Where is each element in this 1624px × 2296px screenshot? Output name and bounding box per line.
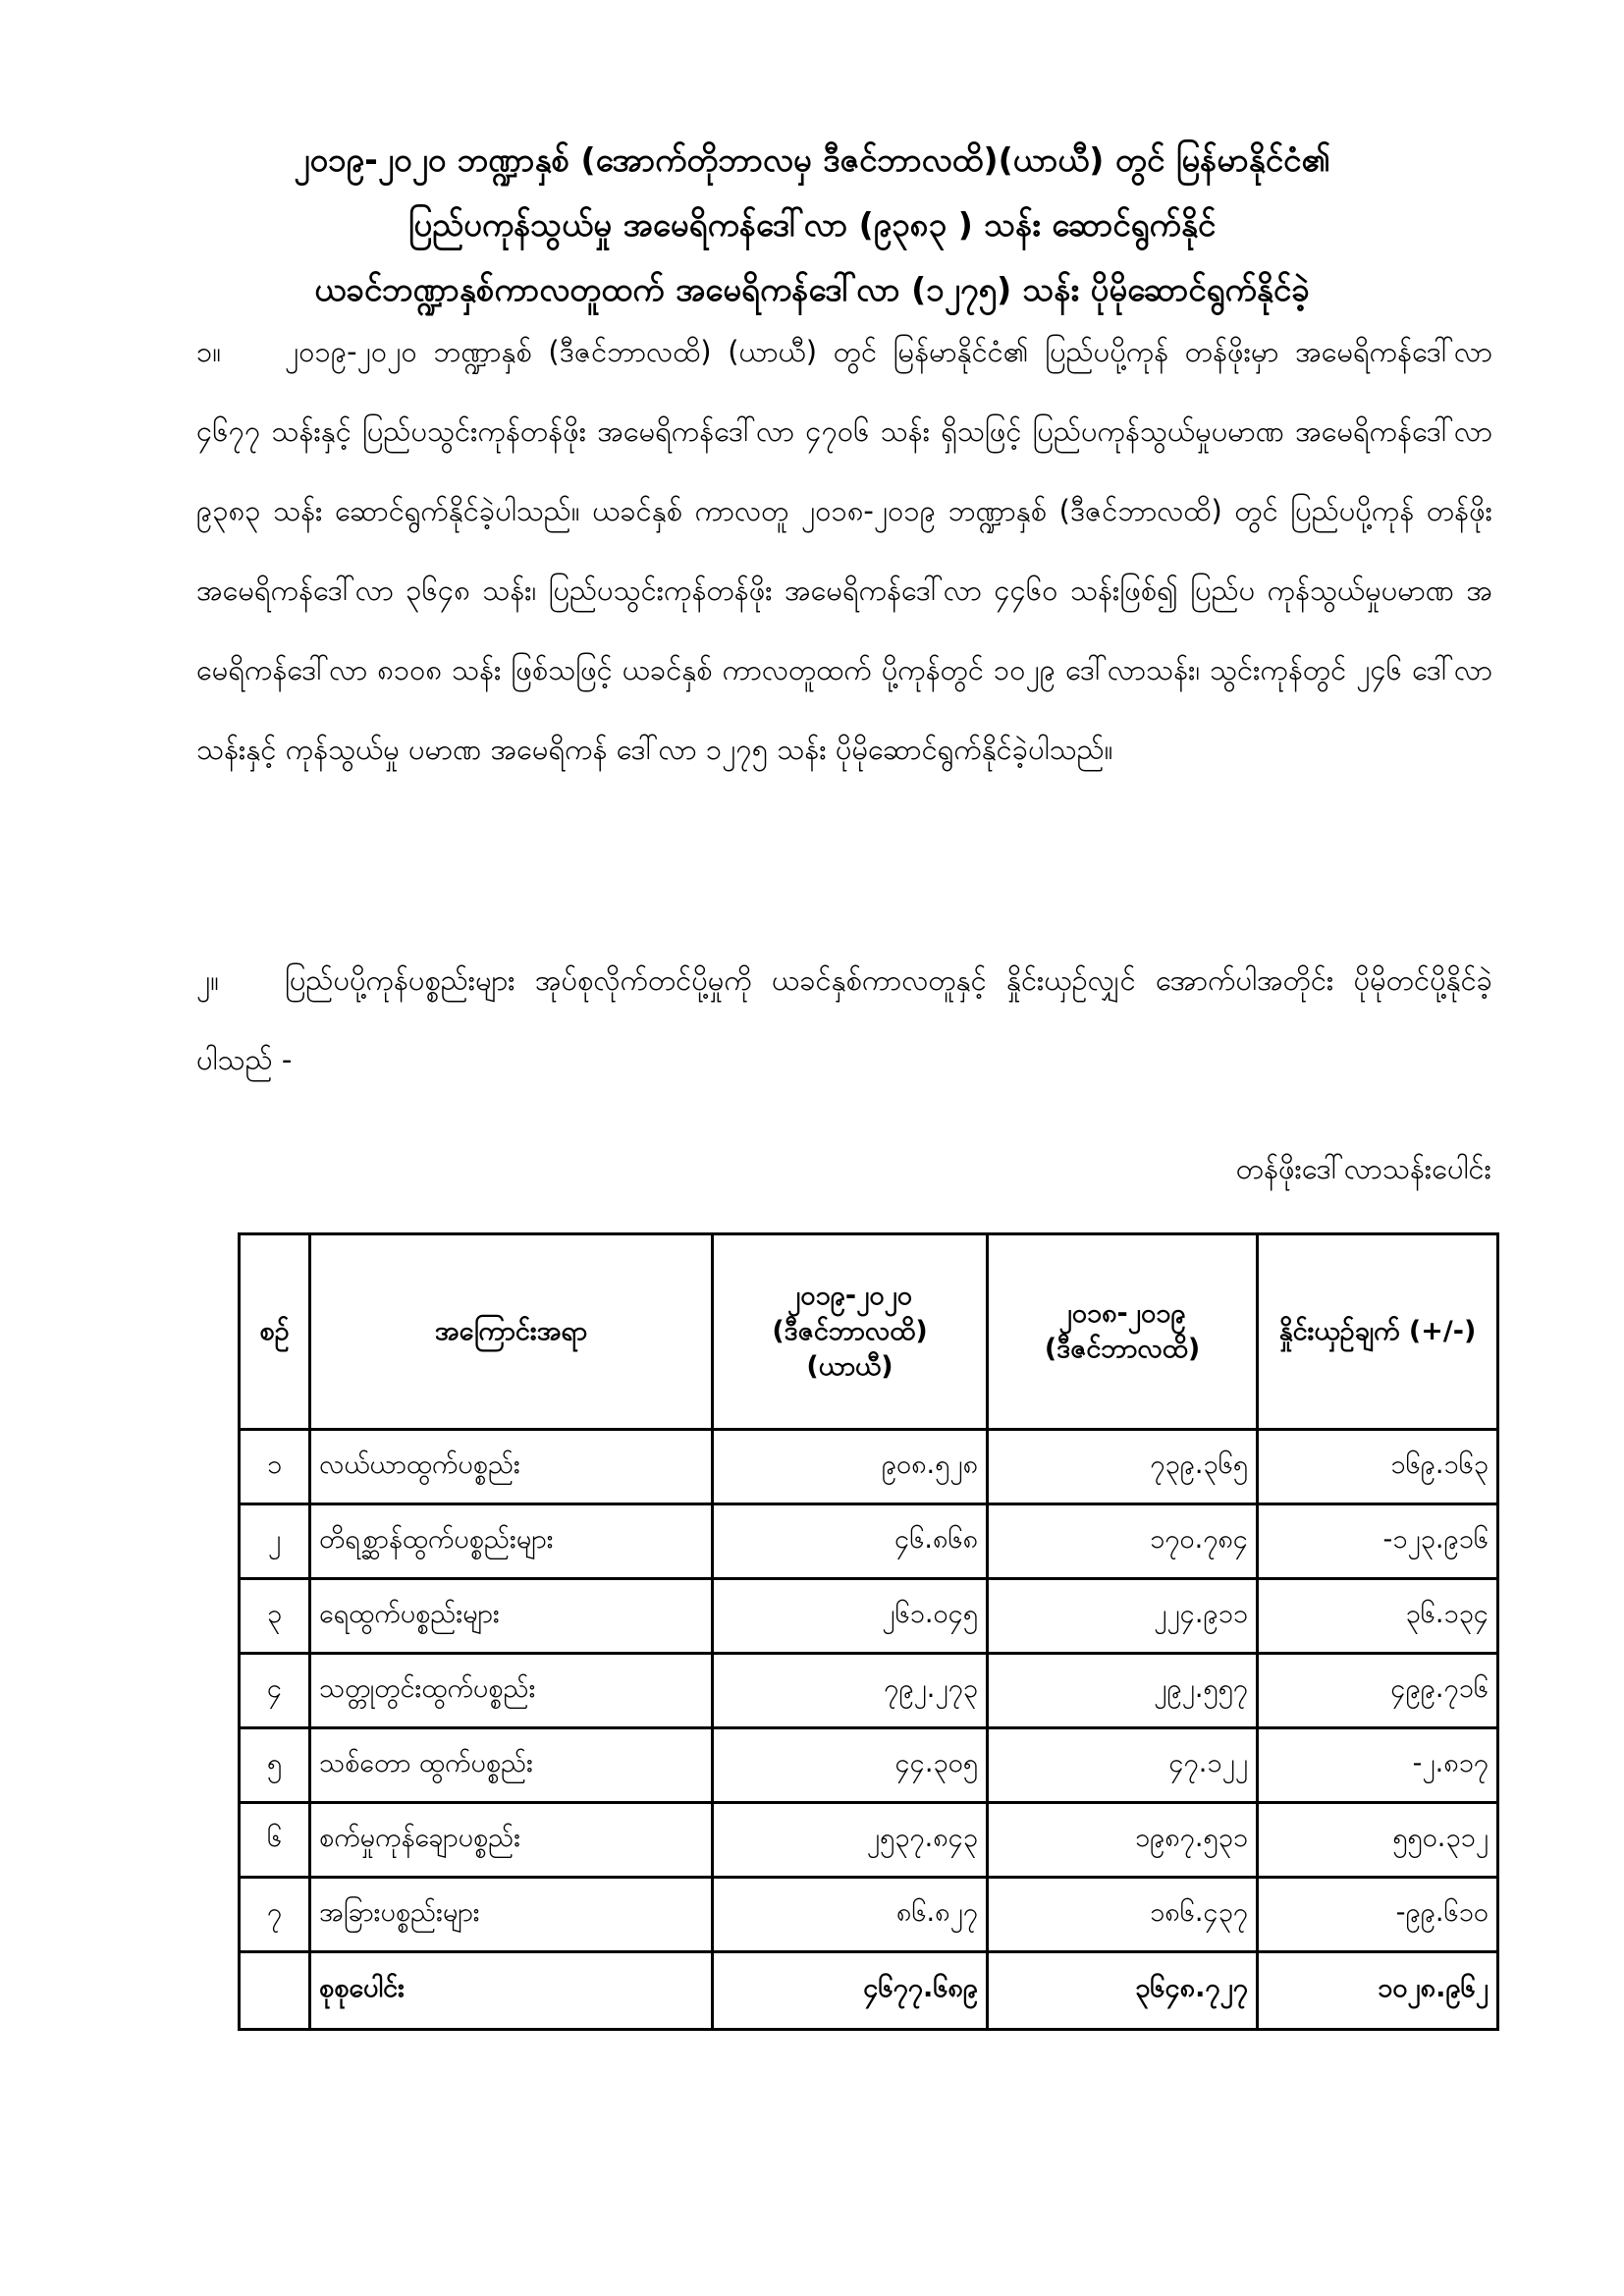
cell-description: သတ္တုတွင်းထွက်ပစ္စည်း <box>310 1654 713 1728</box>
table-row <box>240 1654 1498 1728</box>
table-row <box>240 1504 1498 1579</box>
paragraph-1-text: ၂၀၁၉-၂၀၂၀ ဘဏ္ဍာနှစ် (ဒီဇင်ဘာလထိ) (ယာယီ) တွင် မြန်မာနိုင်ငံ၏ ပြည်ပပို့ကုန် တန်ဖိုးမှာ အမေရိကန်ဒေါ်လာ ၄၆၇၇ သန်းနှင့် ပြည်ပသွင်းကုန်တန်ဖိုး အမေရိကန်ဒေါ်လာ ၄၇၀၆ သန်း ရှိသဖြင့် ပြည်ပကုန်သွယ်မှုပမာဏ အမေရိကန်ဒေါ်လာ ၉၃၈၃ သန်း ဆောင်ရွက်နိုင်ခဲ့ပါသည်။ ယခင်နှစ် ကာလတူ ၂၀၁၈-၂၀၁၉ ဘဏ္ဍာနှစ် (ဒီဇင်ဘာလထိ) တွင် ပြည်ပပို့ကုန် တန်ဖိုး အမေရိကန်ဒေါ်လာ ၃၆၄၈ သန်း၊ ပြည်ပသွင်းကုန်တန်ဖိုး အမေရိကန်ဒေါ်လာ ၄၄၆၀ သန်းဖြစ်၍ ပြည်ပ ကုန်သွယ်မှုပမာဏ အမေရိကန်ဒေါ်လာ ၈၁၀၈ သန်း ဖြစ်သဖြင့် ယခင်နှစ် ကာလတူထက် ပို့ကုန်တွင် ၁၀၂၉ ဒေါ်လာသန်း၊ သွင်းကုန်တွင် ၂၄၆ ဒေါ်လာသန်းနှင့် ကုန်သွယ်မှု ပမာဏ အမေရိကန် ဒေါ်လာ ၁၂၇၅ သန်း ပိုမိုဆောင်ရွက်နိုင်ခဲ့ပါသည်။ <box>196 335 1492 766</box>
table-row <box>240 1579 1498 1654</box>
header-difference: နှိုင်းယှဉ်ချက် (+/-) <box>1258 1234 1498 1430</box>
cell-previous: ၂၉၂.၅၅၇ <box>988 1654 1258 1728</box>
unit-note: တန်ဖိုးဒေါ်လာသန်းပေါင်း <box>1235 1152 1491 1185</box>
cell-previous: ၁၉၈၇.၅၃၁ <box>988 1803 1258 1878</box>
paragraph-2-number: ၂။ <box>196 963 220 997</box>
cell-previous: ၄၇.၁၂၂ <box>988 1728 1258 1803</box>
cell-description: တိရစ္ဆာန်ထွက်ပစ္စည်းများ <box>310 1504 713 1579</box>
cell-current: ၄၄.၃၀၅ <box>713 1728 988 1803</box>
header-no: စဉ် <box>240 1234 310 1430</box>
cell-diff: -၂.၈၁၇ <box>1258 1728 1498 1803</box>
cell-current: ၉၀၈.၅၂၈ <box>713 1430 988 1504</box>
cell-total-diff: ၁၀၂၈.၉၆၂ <box>1258 1952 1498 2030</box>
table-row <box>240 1803 1498 1878</box>
cell-diff: -၉၉.၆၁၀ <box>1258 1878 1498 1952</box>
table-row <box>240 1878 1498 1952</box>
cell-diff: ၃၆.၁၃၄ <box>1258 1579 1498 1654</box>
cell-total-previous: ၃၆၄၈.၇၂၇ <box>988 1952 1258 2030</box>
export-table <box>238 1232 1499 2031</box>
cell-no-empty <box>240 1952 310 2030</box>
cell-diff: ၅၅၀.၃၁၂ <box>1258 1803 1498 1878</box>
paragraph-2 <box>196 941 1492 1100</box>
cell-previous: ၇၃၉.၃၆၅ <box>988 1430 1258 1504</box>
cell-no: ၃ <box>240 1579 310 1654</box>
paragraph-1 <box>196 312 1492 790</box>
cell-previous: ၂၂၄.၉၁၁ <box>988 1579 1258 1654</box>
cell-no: ၂ <box>240 1504 310 1579</box>
cell-description: အခြားပစ္စည်းများ <box>310 1878 713 1952</box>
document-title <box>0 128 1624 322</box>
cell-diff: -၁၂၃.၉၁၆ <box>1258 1504 1498 1579</box>
cell-no: ၅ <box>240 1728 310 1803</box>
header-description: အကြောင်းအရာ <box>310 1234 713 1430</box>
header-current-year: ၂၀၁၉-၂၀၂၀ (ဒီဇင်ဘာလထိ) (ယာယီ) <box>713 1234 988 1430</box>
cell-total-current: ၄၆၇၇.၆၈၉ <box>713 1952 988 2030</box>
paragraph-2-text: ပြည်ပပို့ကုန်ပစ္စည်းများ အုပ်စုလိုက်တင်ပို့မှုကို ယခင်နှစ်ကာလတူနှင့် နှိုင်းယှဉ်လျှင် အောက်ပါအတိုင်း ပိုမိုတင်ပို့နိုင်ခဲ့ပါသည် - <box>196 963 1492 1076</box>
cell-description: ရေထွက်ပစ္စည်းများ <box>310 1579 713 1654</box>
table-row <box>240 1430 1498 1504</box>
cell-description: လယ်ယာထွက်ပစ္စည်း <box>310 1430 713 1504</box>
paragraph-1-number: ၁။ <box>196 335 222 368</box>
cell-previous: ၁၇၀.၇၈၄ <box>988 1504 1258 1579</box>
cell-no: ၄ <box>240 1654 310 1728</box>
cell-diff: ၄၉၉.၇၁၆ <box>1258 1654 1498 1728</box>
table-row <box>240 1728 1498 1803</box>
cell-current: ၂၆၁.၀၄၅ <box>713 1579 988 1654</box>
cell-description: သစ်တော ထွက်ပစ္စည်း <box>310 1728 713 1803</box>
cell-current: ၂၅၃၇.၈၄၃ <box>713 1803 988 1878</box>
cell-description: စက်မှုကုန်ချောပစ္စည်း <box>310 1803 713 1878</box>
cell-current: ၇၉၂.၂၇၃ <box>713 1654 988 1728</box>
table-header-row <box>240 1234 1498 1430</box>
cell-total-label: စုစုပေါင်း <box>310 1952 713 2030</box>
cell-no: ၇ <box>240 1878 310 1952</box>
header-previous-year: ၂၀၁၈-၂၀၁၉ (ဒီဇင်ဘာလထိ) <box>988 1234 1258 1430</box>
cell-previous: ၁၈၆.၄၃၇ <box>988 1878 1258 1952</box>
table-total-row <box>240 1952 1498 2030</box>
cell-no: ၁ <box>240 1430 310 1504</box>
title-line-2: ပြည်ပကုန်သွယ်မှု အမေရိကန်ဒေါ်လာ (၉၃၈၃ ) သန်း ဆောင်ရွက်နိုင် <box>407 205 1217 244</box>
cell-current: ၄၆.၈၆၈ <box>713 1504 988 1579</box>
cell-no: ၆ <box>240 1803 310 1878</box>
cell-current: ၈၆.၈၂၇ <box>713 1878 988 1952</box>
title-line-3: ယခင်ဘဏ္ဍာနှစ်ကာလတူထက် အမေရိကန်ဒေါ်လာ (၁၂၇၅) သန်း ပိုမိုဆောင်ရွက်နိုင်ခဲ့ <box>314 270 1310 308</box>
cell-diff: ၁၆၉.၁၆၃ <box>1258 1430 1498 1504</box>
title-line-1: ၂၀၁၉-၂၀၂၀ ဘဏ္ဍာနှစ် (အောက်တိုဘာလမှ ဒီဇင်ဘာလထိ)(ယာယီ) တွင် မြန်မာနိုင်ငံ၏ <box>294 140 1330 179</box>
